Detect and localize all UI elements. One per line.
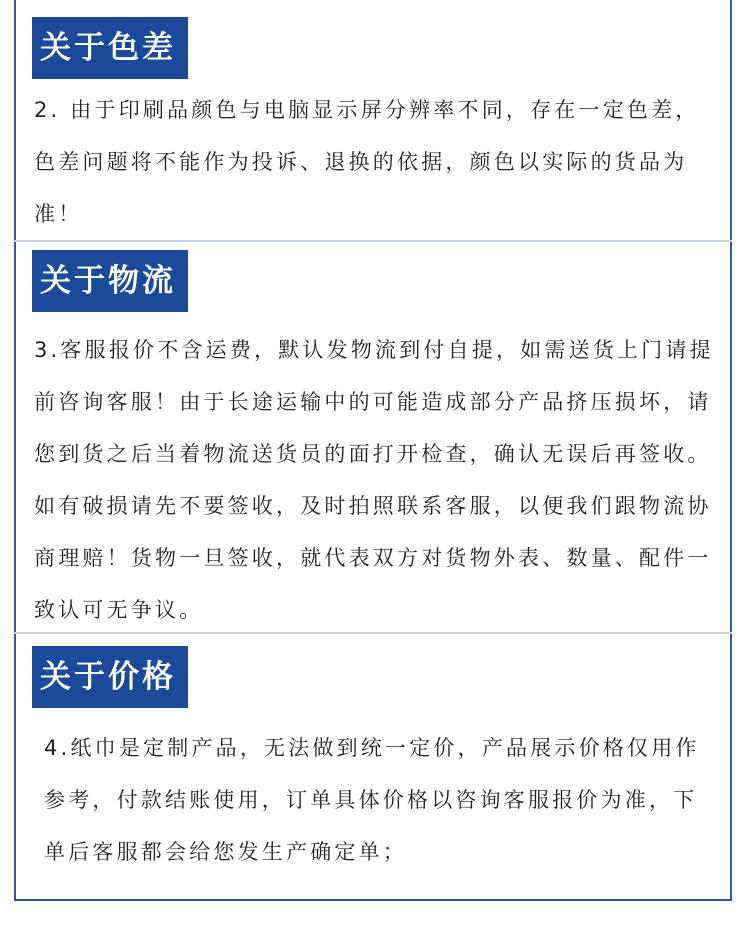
heading-logistics: 关于物流 bbox=[32, 250, 188, 312]
section-divider bbox=[14, 240, 732, 242]
paragraph-price: 4.纸巾是定制产品，无法做到统一定价，产品展示价格仅用作参考，付款结账使用，订单具体价格以咨询客服报价为准，下单后客服都会给您发生产确定单； bbox=[44, 736, 700, 864]
paragraph-logistics: 3.客服报价不含运费，默认发物流到付自提，如需送货上门请提前咨询客服！由于长途运输中的可能造成部分产品挤压损坏，请您到货之后当着物流送货员的面打开检查，确认无误后再签收。如有破损请先不要签收，及时拍照联系客服，以便我们跟物流协商理赔！货物一旦签收，就代表双方对货物外表、数量、配件一致认可无争议。 bbox=[34, 338, 714, 622]
heading-color-difference: 关于色差 bbox=[32, 17, 188, 79]
heading-price: 关于价格 bbox=[32, 646, 188, 708]
paragraph-color-difference: 2. 由于印刷品颜色与电脑显示屏分辨率不同，存在一定色差，色差问题将不能作为投诉、退换的依据，颜色以实际的货品为准！ bbox=[34, 98, 700, 226]
